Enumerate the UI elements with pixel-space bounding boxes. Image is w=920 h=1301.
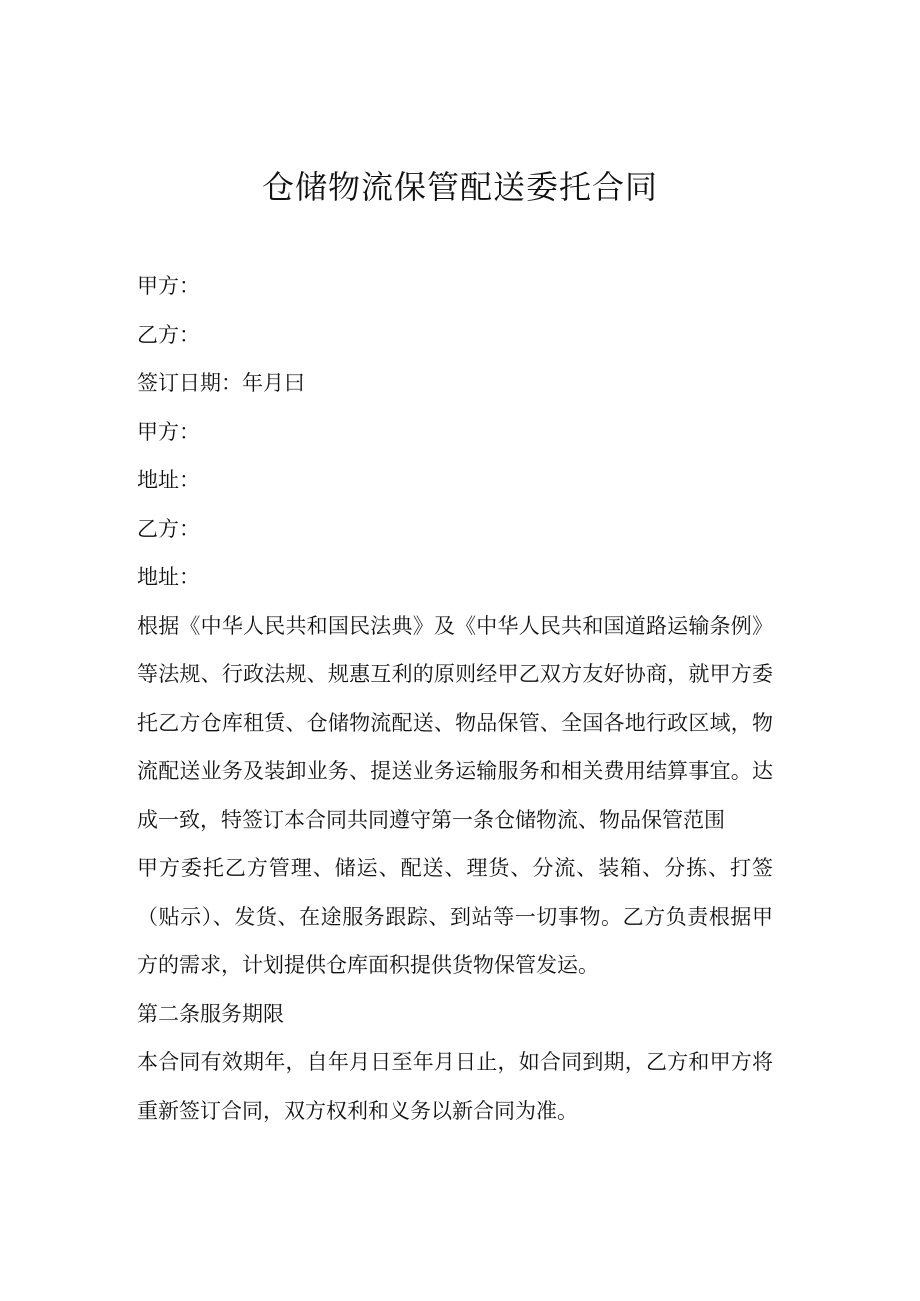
scope-paragraph: 甲方委托乙方管理、储运、配送、理货、分流、装箱、分拣、打签（贴示）、发货、在途服务跟踪、到站等一切事物。乙方负责根据甲方的需求，计划提供仓库面积提供货物保管发运。 (137, 856, 773, 977)
party-a-detail-line: 甲方： (137, 419, 200, 444)
signing-date-line: 签订日期：年月曰 (137, 371, 305, 395)
party-a-address-line: 地址： (137, 468, 200, 492)
document-body (137, 262, 773, 1135)
term-paragraph: 本合同有效期年，自年月日至年月日止，如合同到期，乙方和甲方将重新签订合同，双方权利和义务以新合同为准。 (137, 1050, 773, 1123)
party-a-line: 甲方： (137, 274, 200, 298)
party-b-line: 乙方： (137, 322, 200, 347)
party-b-address-line: 地址： (137, 565, 200, 589)
party-b-detail-line: 乙方： (137, 516, 200, 541)
article-two-heading: 第二条服务期限 (137, 1001, 284, 1026)
preamble-paragraph: 根据《中华人民共和国民法典》及《中华人民共和国道路运输条例》等法规、行政法规、规惠互利的原则经甲乙双方友好协商，就甲方委托乙方仓库租赁、仓储物流配送、物品保管、全国各地行政区域，物流配送业务及装卸业务、提送业务运输服务和相关费用结算事宜。达成一致，特签订本合同共同遵守第一条仓储物流、物品保管范围 (137, 613, 773, 832)
document-title: 仓储物流保管配送委托合同 (261, 168, 658, 206)
